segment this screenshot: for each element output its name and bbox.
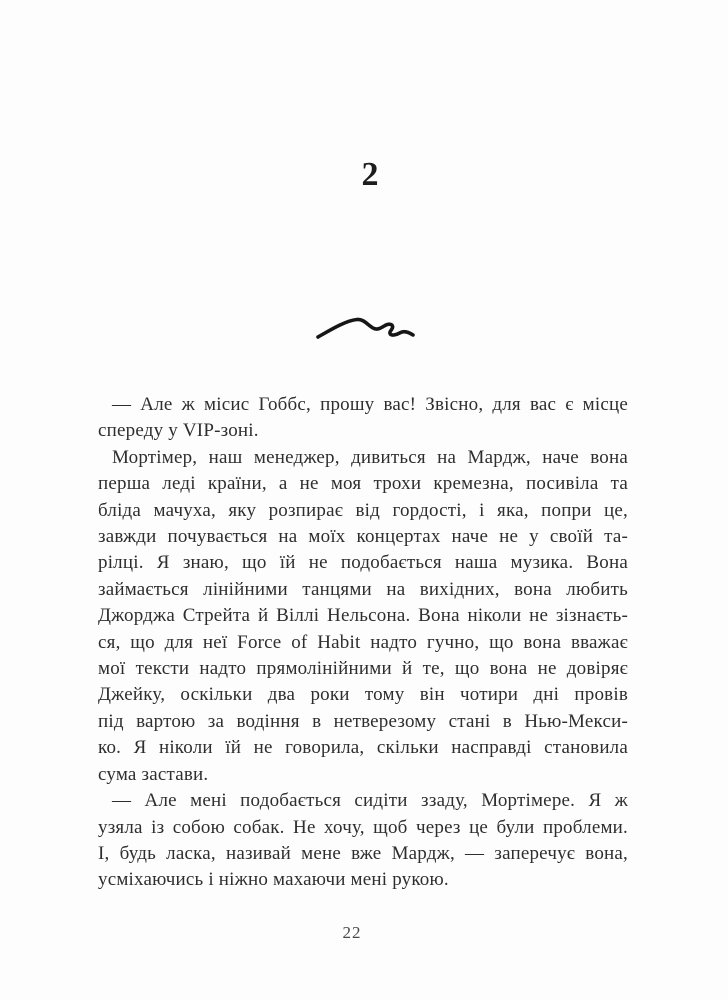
text-line: Джейку, оскільки два роки тому він чотири дні провів: [98, 684, 628, 706]
text-line: під вартою за водіння в нетверезому стані в Нью-Мекси-: [98, 710, 628, 732]
text-line: ко. Я ніколи їй не говорила, скільки насправді становила: [98, 737, 628, 759]
chapter-number: 2: [361, 156, 379, 193]
text-line: узяла із собою собак. Не хочу, щоб через це були проблеми.: [98, 816, 628, 838]
text-line: І, будь ласка, називай мене вже Мардж, — заперечує вона,: [98, 842, 628, 864]
wave-flourish-ornament: [309, 309, 417, 343]
page-number: 22: [342, 923, 362, 942]
text-line: — Але мені подобається сидіти ззаду, Мортімере. Я ж: [112, 790, 628, 812]
text-line: спереду у VIP-зоні.: [98, 420, 259, 442]
body-text: [98, 392, 628, 894]
text-line: Джорджа Стрейта й Віллі Нельсона. Вона ніколи не зізнаєть-: [98, 605, 628, 627]
text-line: — Але ж місис Гоббс, прошу вас! Звісно, для вас є місце: [112, 394, 628, 415]
text-line: сума застави.: [98, 763, 209, 785]
paragraph: [98, 392, 628, 445]
text-line: займається лінійними танцями на вихідних, вона любить: [98, 578, 628, 600]
text-line: рілці. Я знаю, що їй не подобається наша музика. Вона: [98, 552, 628, 574]
text-line: ся, що для неї Force of Habit надто гучно, що вона вважає: [98, 631, 628, 653]
paragraph: [98, 788, 628, 894]
text-line: завжди почувається на моїх концертах наче не у своїй та-: [98, 526, 628, 548]
text-line: перша леді країни, а не моя трохи кремезна, посивіла та: [98, 473, 628, 495]
paragraph: [98, 445, 628, 788]
text-line: Мортімер, наш менеджер, дивиться на Мардж, наче вона: [112, 446, 628, 468]
text-line: мої тексти надто прямолінійними й те, що вона не довіряє: [98, 658, 628, 680]
text-line: усміхаючись і ніжно махаючи мені рукою.: [98, 869, 449, 891]
text-line: бліда мачуха, яку розпирає від гордості, і яка, попри це,: [98, 499, 628, 521]
